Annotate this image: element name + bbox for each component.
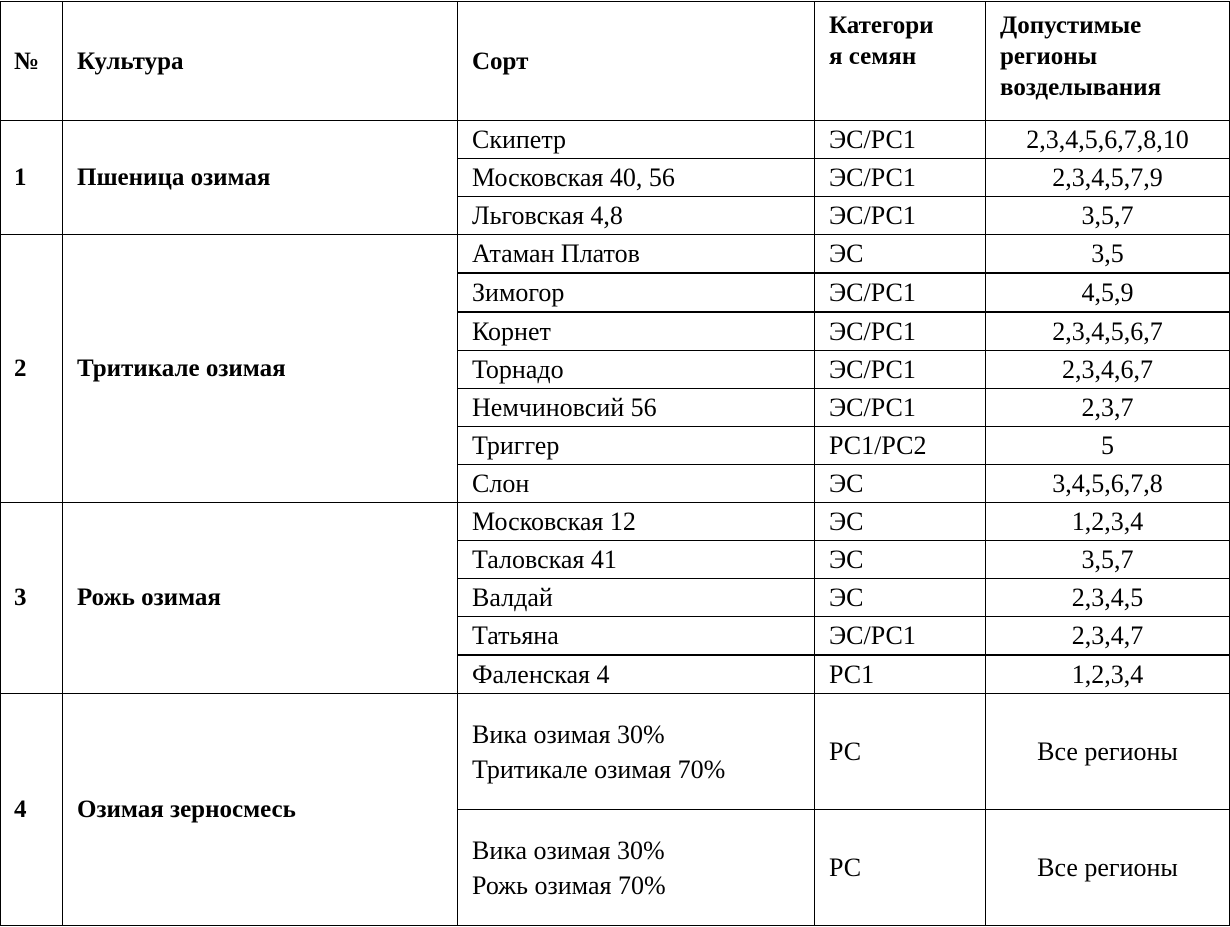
regions-cell: 3,5 xyxy=(986,235,1230,274)
table-row xyxy=(1,121,1230,159)
sort-cell: Валдай xyxy=(458,579,815,617)
sort-cell: Немчиновсий 56 xyxy=(458,389,815,427)
regions-cell: 2,3,4,5,6,7,8,10 xyxy=(986,121,1230,159)
category-cell: ЭС/РС1 xyxy=(815,273,986,312)
regions-cell: 1,2,3,4 xyxy=(986,655,1230,694)
sort-cell: Зимогор xyxy=(458,273,815,312)
header-category xyxy=(815,2,986,121)
culture-name: Озимая зерносмесь xyxy=(63,694,458,926)
category-cell: ЭС/РС1 xyxy=(815,617,986,656)
mix-component: Рожь озимая 70% xyxy=(472,870,666,900)
regions-cell: 2,3,4,5 xyxy=(986,579,1230,617)
regions-cell: 4,5,9 xyxy=(986,273,1230,312)
category-cell: РС1 xyxy=(815,655,986,694)
sort-cell xyxy=(458,810,815,926)
header-row xyxy=(1,2,1230,121)
sort-cell: Атаман Платов xyxy=(458,235,815,274)
category-cell: ЭС/РС1 xyxy=(815,351,986,389)
culture-name: Пшеница озимая xyxy=(63,121,458,235)
category-cell: РС xyxy=(815,694,986,810)
mix-component: Тритикале озимая 70% xyxy=(472,754,726,784)
category-cell: ЭС/РС1 xyxy=(815,197,986,235)
category-cell: ЭС/РС1 xyxy=(815,389,986,427)
group-number: 4 xyxy=(1,694,63,926)
regions-cell: Все регионы xyxy=(986,810,1230,926)
sort-cell: Триггер xyxy=(458,427,815,465)
category-cell: ЭС xyxy=(815,235,986,274)
regions-cell: 1,2,3,4 xyxy=(986,503,1230,541)
table-row xyxy=(1,503,1230,541)
regions-cell: 2,3,4,5,6,7 xyxy=(986,312,1230,351)
header-regions-line: возделывания xyxy=(1000,74,1162,101)
header-regions xyxy=(986,2,1230,121)
mix-component: Вика озимая 30% xyxy=(472,719,665,749)
category-cell: РС xyxy=(815,810,986,926)
category-cell: ЭС xyxy=(815,465,986,503)
sort-cell: Скипетр xyxy=(458,121,815,159)
regions-cell: 2,3,4,7 xyxy=(986,617,1230,656)
category-cell: ЭС xyxy=(815,579,986,617)
group-number: 3 xyxy=(1,503,63,694)
sort-cell: Татьяна xyxy=(458,617,815,656)
regions-cell: 3,5,7 xyxy=(986,197,1230,235)
group-number: 1 xyxy=(1,121,63,235)
header-category-line: я семян xyxy=(829,43,917,70)
sort-cell xyxy=(458,694,815,810)
sort-cell: Таловская 41 xyxy=(458,541,815,579)
header-regions-line: Допустимые xyxy=(1000,12,1142,39)
table-row xyxy=(1,694,1230,810)
sort-cell: Торнадо xyxy=(458,351,815,389)
regions-cell: 5 xyxy=(986,427,1230,465)
sort-cell: Фаленская 4 xyxy=(458,655,815,694)
group-number: 2 xyxy=(1,235,63,503)
regions-cell: Все регионы xyxy=(986,694,1230,810)
header-sort: Сорт xyxy=(458,2,815,121)
mix-component: Вика озимая 30% xyxy=(472,835,665,865)
culture-name: Тритикале озимая xyxy=(63,235,458,503)
regions-cell: 2,3,4,5,7,9 xyxy=(986,159,1230,197)
regions-cell: 3,5,7 xyxy=(986,541,1230,579)
header-category-line: Категори xyxy=(829,12,934,39)
category-cell: ЭС/РС1 xyxy=(815,159,986,197)
header-culture: Культура xyxy=(63,2,458,121)
culture-name: Рожь озимая xyxy=(63,503,458,694)
header-num: № xyxy=(1,2,63,121)
category-cell: ЭС/РС1 xyxy=(815,121,986,159)
regions-cell: 3,4,5,6,7,8 xyxy=(986,465,1230,503)
seed-varieties-table xyxy=(0,1,1230,926)
sort-cell: Московская 40, 56 xyxy=(458,159,815,197)
sort-cell: Слон xyxy=(458,465,815,503)
regions-cell: 2,3,7 xyxy=(986,389,1230,427)
regions-cell: 2,3,4,6,7 xyxy=(986,351,1230,389)
sort-cell: Московская 12 xyxy=(458,503,815,541)
header-regions-line: регионы xyxy=(1000,43,1098,70)
category-cell: ЭС/РС1 xyxy=(815,312,986,351)
category-cell: ЭС xyxy=(815,541,986,579)
category-cell: ЭС xyxy=(815,503,986,541)
category-cell: РС1/РС2 xyxy=(815,427,986,465)
sort-cell: Корнет xyxy=(458,312,815,351)
sort-cell: Льговская 4,8 xyxy=(458,197,815,235)
table-row xyxy=(1,235,1230,274)
